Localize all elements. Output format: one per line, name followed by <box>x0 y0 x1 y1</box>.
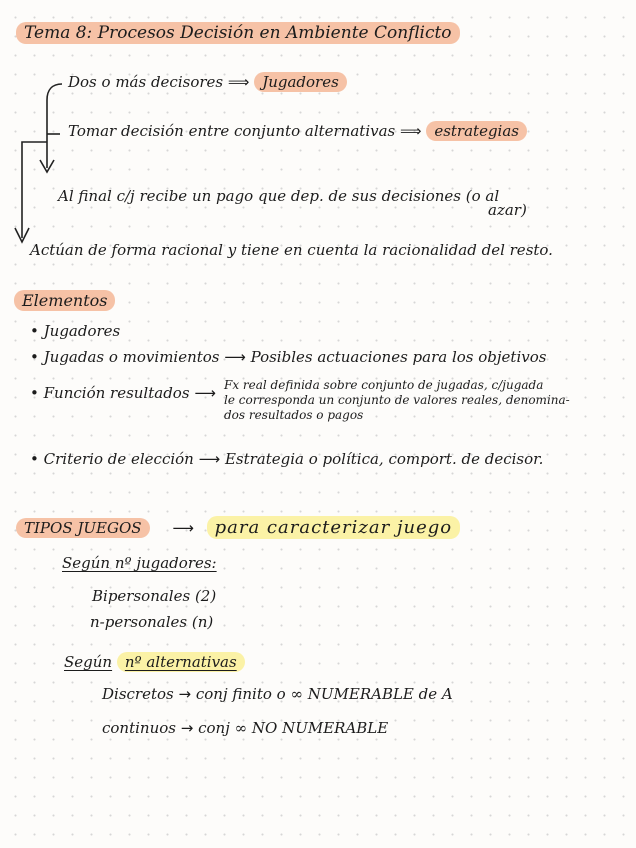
sub-jugadores-item-2: n-personales (n) <box>90 613 214 631</box>
intro-line-1: Dos o más decisores ⟹ Jugadores <box>68 72 347 92</box>
intro-line-3: Al final c/j recibe un pago que dep. de sus decisiones (o al <box>58 187 500 205</box>
intro-line-4: Actúan de forma racional y tiene en cuenta la racionalidad del resto. <box>30 241 553 259</box>
sub-alternativas-heading: Según nº alternativas <box>64 652 245 672</box>
tag-estrategias: estrategias <box>426 121 527 141</box>
elementos-item-criterio: • Criterio de elección ⟶ Estrategia o política, comport. de decisor. <box>30 450 544 468</box>
page-title: Tema 8: Procesos Decisión en Ambiente Conflicto <box>16 22 460 44</box>
elementos-heading: Elementos <box>14 291 115 311</box>
tag-jugadores: Jugadores <box>254 72 347 92</box>
elementos-item-jugadas: • Jugadas o movimientos ⟶ Posibles actuaciones para los objetivos <box>30 348 547 366</box>
right-arrow-icon: ⟶ <box>194 384 216 402</box>
right-arrow-icon: ⟶ <box>172 519 194 537</box>
bullet-icon: • <box>30 322 39 340</box>
bullet-icon: • <box>30 450 39 468</box>
elementos-item-jugadores: • Jugadores <box>30 322 121 340</box>
right-arrow-icon: → <box>180 719 194 737</box>
tipos-note: para caracterizar juego <box>207 516 461 539</box>
implies-arrow-icon: ⟹ <box>227 73 250 91</box>
tipos-heading: TIPOS JUEGOS <box>16 518 150 538</box>
bullet-icon: • <box>30 348 39 366</box>
funcion-desc-1: Fx real definida sobre conjunto de jugadas, c/jugada <box>224 378 544 392</box>
right-arrow-icon: ⟶ <box>198 450 221 468</box>
bullet-icon: • <box>30 384 39 402</box>
tipos-heading-row <box>16 518 460 538</box>
funcion-desc-3: dos resultados o pagos <box>224 408 364 422</box>
intro-line-3-cont: azar) <box>488 201 527 219</box>
right-arrow-icon: → <box>178 685 192 703</box>
right-arrow-icon: ⟶ <box>224 348 246 366</box>
sub-jugadores-item-1: Bipersonales (2) <box>92 587 217 605</box>
elementos-item-funcion: • Función resultados ⟶ <box>30 384 216 402</box>
intro-line-2: Tomar decisión entre conjunto alternativas ⟹ estrategias <box>68 121 527 141</box>
sub-jugadores-heading: Según nº jugadores: <box>62 554 217 572</box>
sub-alternativas-item-1: Discretos → conj finito o ∞ NUMERABLE de A <box>102 685 453 703</box>
implies-arrow-icon: ⟹ <box>400 122 422 140</box>
funcion-desc-2: le corresponda un conjunto de valores reales, denomina- <box>224 393 570 407</box>
sub-alternativas-item-2: continuos → conj ∞ NO NUMERABLE <box>102 719 389 737</box>
